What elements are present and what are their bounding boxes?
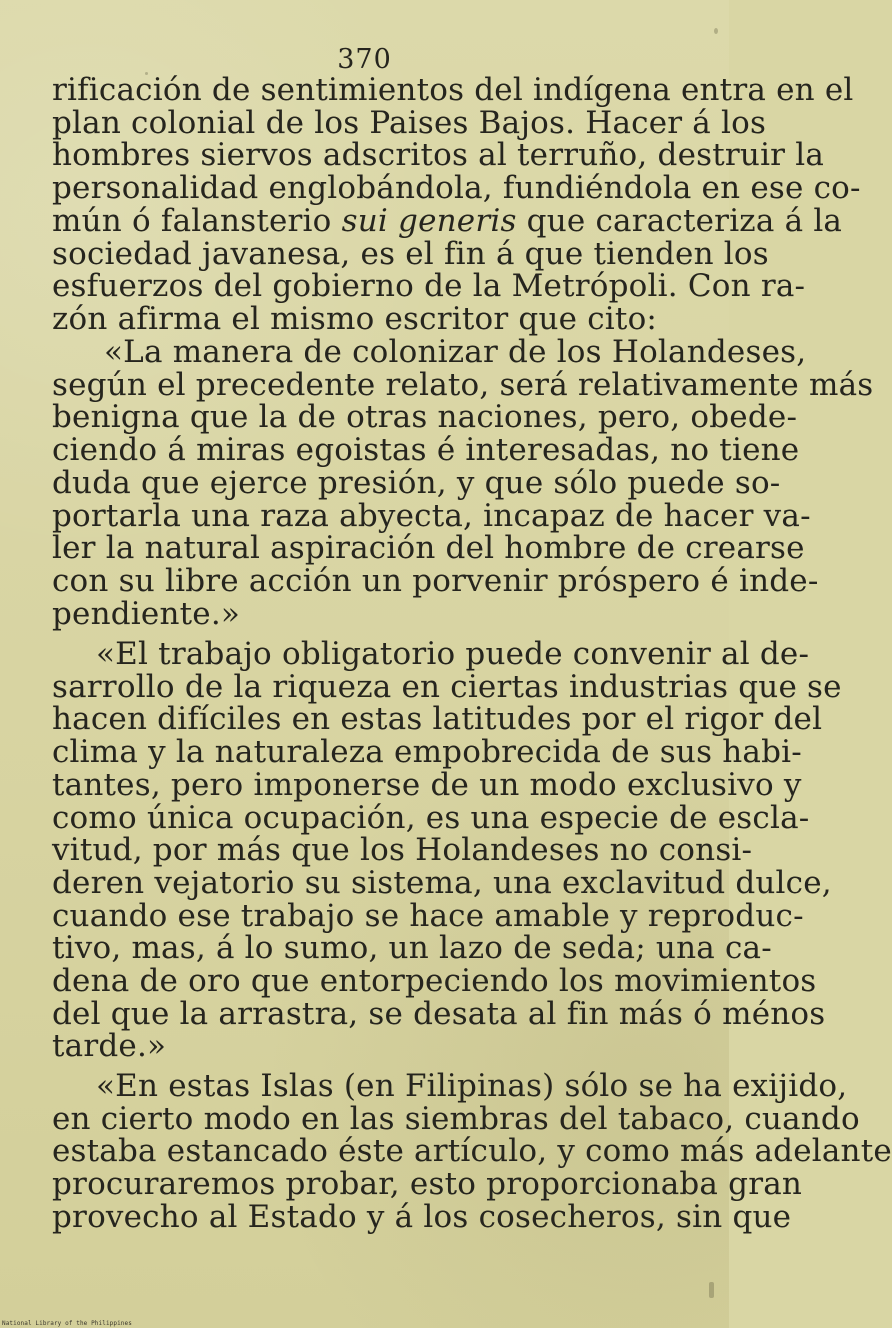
- quote-line: benigna que la de otras naciones, pero, obede-: [52, 399, 798, 436]
- quote-line: portarla una raza abyecta, incapaz de hacer va-: [52, 497, 811, 534]
- quote-line: tarde.»: [52, 1028, 167, 1065]
- quote-line: tantes, pero imponerse de un modo exclusivo y: [52, 766, 802, 803]
- quote-line: hacen difíciles en estas latitudes por el rigor del: [52, 701, 823, 738]
- paper-speck: [709, 1282, 714, 1298]
- text-line: [52, 202, 843, 239]
- quote-paragraph-2: [52, 636, 842, 1065]
- quote-line: ciendo á miras egoistas é interesadas, no tiene: [52, 432, 800, 469]
- quote-line: vitud, por más que los Holandeses no consi-: [52, 832, 753, 869]
- quote-line: ler la natural aspiración del hombre de crearse: [52, 530, 805, 567]
- quote-paragraph-3: [52, 1068, 892, 1235]
- quote-line: duda que ejerce presión, y que sólo puede so-: [52, 464, 781, 501]
- quote-line: del que la arrastra, se desata al fin más ó ménos: [52, 995, 826, 1032]
- quote-line: con su libre acción un porvenir próspero é inde-: [52, 562, 819, 599]
- quote-line: procuraremos probar, esto proporcionaba gran: [52, 1166, 803, 1203]
- paper-speck: [714, 28, 718, 34]
- quote-line: como única ocupación, es una especie de escla-: [52, 799, 810, 836]
- library-footer: National Library of the Philippines: [2, 1320, 132, 1327]
- quote-line: según el precedente relato, será relativamente más: [52, 366, 874, 403]
- text-line: personalidad englobándola, fundiéndola en ese co-: [52, 170, 861, 207]
- quote-line: provecho al Estado y á los cosecheros, sin que: [52, 1198, 792, 1235]
- quote-line: sarrollo de la riqueza en ciertas industrias que se: [52, 668, 842, 705]
- quote-line: pendiente.»: [52, 595, 241, 632]
- quote-line: deren vejatorio su sistema, una exclavitud dulce,: [52, 864, 832, 901]
- quote-line: «El trabajo obligatorio puede convenir al de-: [96, 636, 810, 672]
- page-number: 370: [337, 44, 392, 75]
- text-line: plan colonial de los Paises Bajos. Hacer á los: [52, 104, 767, 141]
- quote-line: «En estas Islas (en Filipinas) sólo se ha exijido,: [96, 1068, 848, 1104]
- quote-line: estaba estancado éste artículo, y como más adelante: [52, 1133, 892, 1170]
- quote-line: en cierto modo en las siembras del tabaco, cuando: [52, 1100, 860, 1137]
- text-line: sociedad javanesa, es el fin á que tienden los: [52, 235, 769, 272]
- quote-line: dena de oro que entorpeciendo los movimientos: [52, 963, 817, 1000]
- text-fragment: mún ó falansterio: [52, 202, 332, 239]
- quote-paragraph-1: [52, 334, 874, 632]
- italic-term: sui generis: [341, 202, 517, 239]
- text-line: esfuerzos del gobierno de la Metrópoli. Con ra-: [52, 268, 806, 305]
- body-paragraph-1: [52, 72, 861, 337]
- quote-line: tivo, mas, á lo sumo, un lazo de seda; una ca-: [52, 930, 772, 967]
- quote-line: cuando ese trabajo se hace amable y reproduc-: [52, 897, 804, 934]
- quote-line: «La manera de colonizar de los Holandeses,: [104, 334, 807, 370]
- text-line: rificación de sentimientos del indígena entra en el: [52, 72, 854, 108]
- text-line: hombres siervos adscritos al terruño, destruir la: [52, 137, 825, 174]
- quote-line: clima y la naturaleza empobrecida de sus habi-: [52, 734, 802, 771]
- text-line: zón afirma el mismo escritor que cito:: [52, 300, 658, 337]
- text-fragment: que caracteriza á la: [526, 202, 843, 239]
